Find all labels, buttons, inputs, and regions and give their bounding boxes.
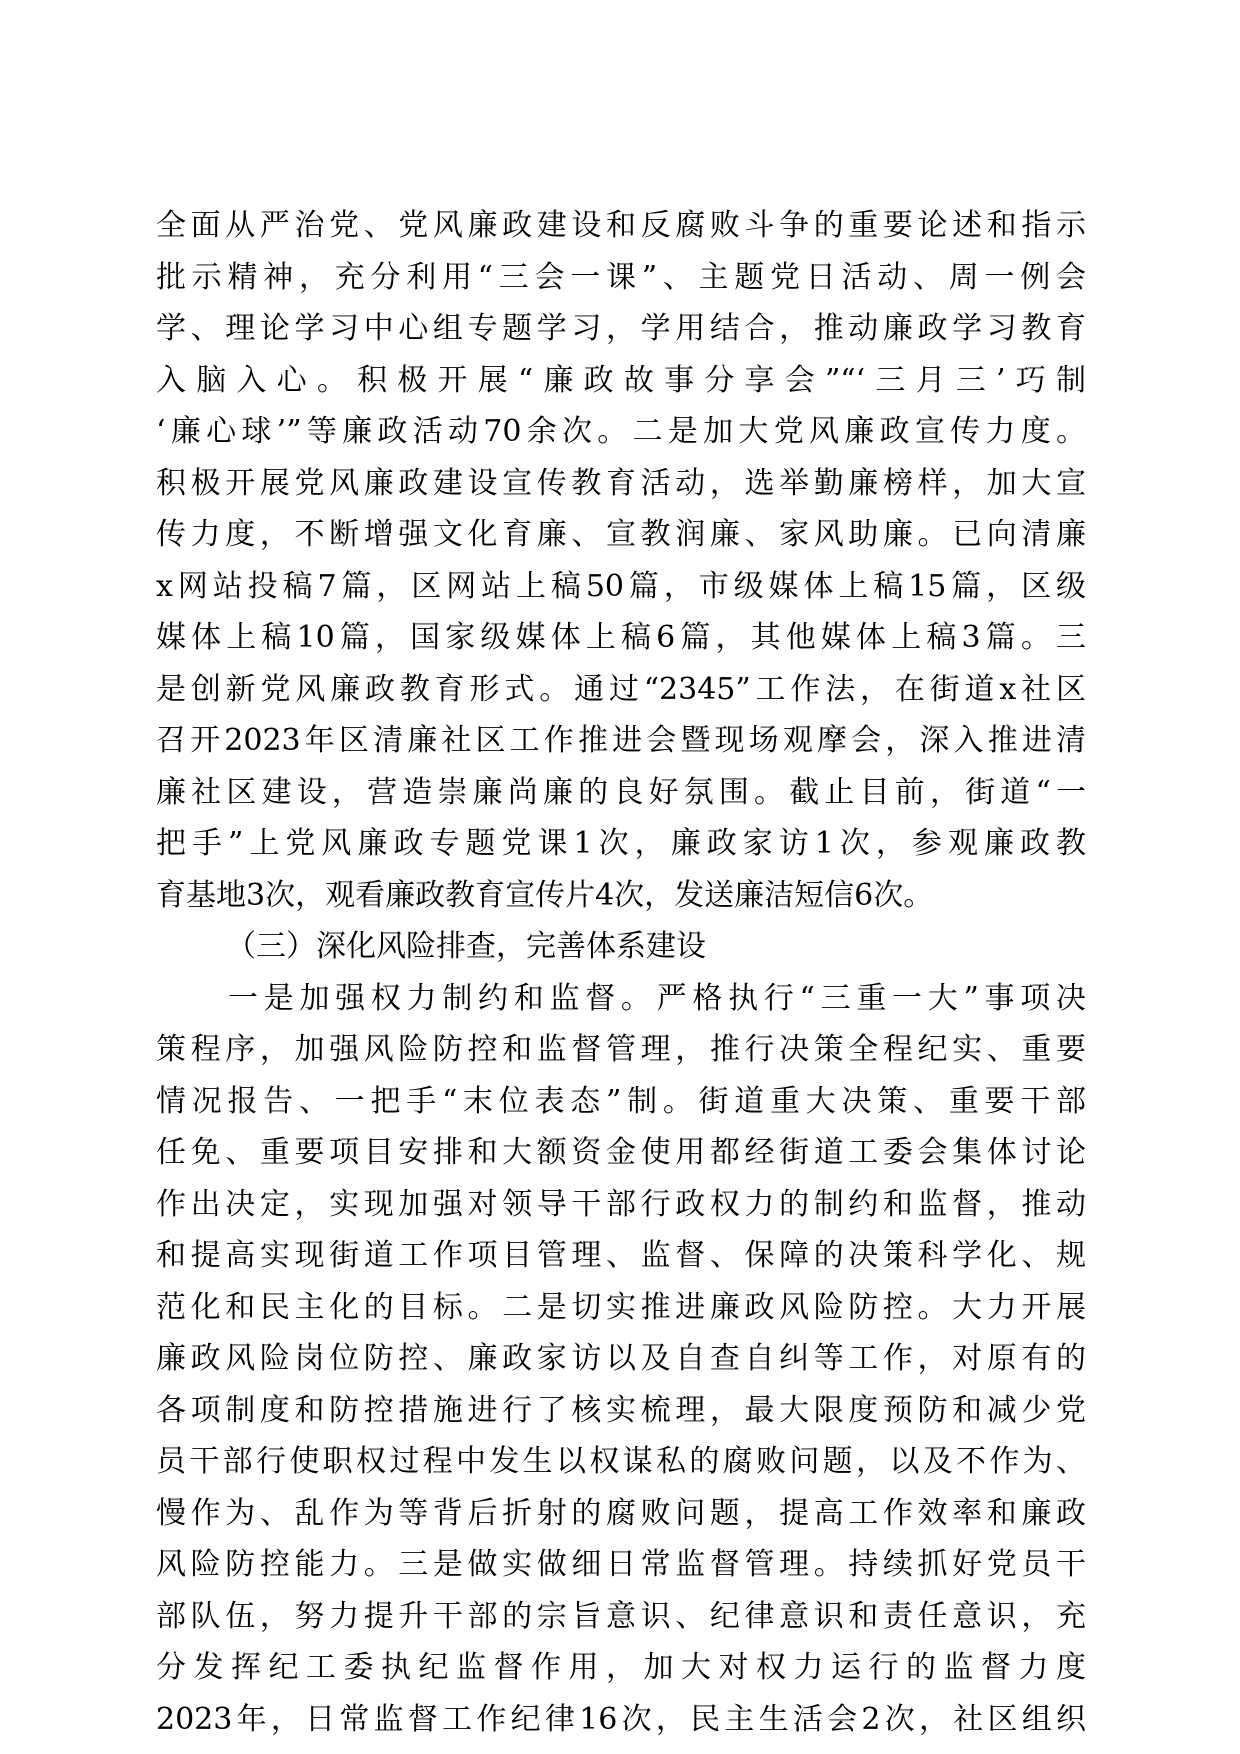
text-line: 范化和民主化的目标。二是切实推进廉政风险防控。大力开展 bbox=[156, 1289, 1086, 1325]
text-line: 是创新党风廉政教育形式。通过“2345”工作法，在街道x社区 bbox=[156, 671, 1086, 707]
document-page bbox=[156, 200, 1086, 1745]
text-line: 一是加强权力制约和监督。严格执行“三重一大”事项决 bbox=[228, 980, 1086, 1016]
text-line: 各项制度和防控措施进行了核实梳理，最大限度预防和减少党 bbox=[156, 1392, 1086, 1428]
text-line: 全面从严治党、党风廉政建设和反腐败斗争的重要论述和指示 bbox=[156, 208, 1086, 243]
text-line: 分发挥纪工委执纪监督作用，加大对权力运行的监督力度 bbox=[156, 1650, 1086, 1685]
text-line: 情况报告、一把手“末位表态”制。街道重大决策、重要干部 bbox=[156, 1083, 1086, 1119]
text-line: 策程序，加强风险防控和监督管理，推行决策全程纪实、重要 bbox=[156, 1032, 1086, 1067]
text-line: 媒体上稿10篇，国家级媒体上稿6篇，其他媒体上稿3篇。三 bbox=[156, 620, 1086, 655]
text-line: 作出决定，实现加强对领导干部行政权力的制约和监督，推动 bbox=[156, 1186, 1086, 1222]
text-line: 员干部行使职权过程中发生以权谋私的腐败问题，以及不作为、 bbox=[156, 1444, 1086, 1479]
section-heading: （三）深化风险排查，完善体系建设 bbox=[226, 929, 706, 964]
text-line: x网站投稿7篇，区网站上稿50篇，市级媒体上稿15篇，区级 bbox=[156, 568, 1086, 604]
text-line: 召开2023年区清廉社区工作推进会暨现场观摩会，深入推进清 bbox=[156, 723, 1086, 758]
text-line: 2023年，日常监督工作纪律16次，民主生活会2次，社区组织 bbox=[156, 1701, 1086, 1737]
text-line: 批示精神，充分利用“三会一课”、主题党日活动、周一例会 bbox=[156, 259, 1086, 295]
text-line: 廉社区建设，营造崇廉尚廉的良好氛围。截止目前，街道“一 bbox=[156, 774, 1086, 810]
text-line: 积极开展党风廉政建设宣传教育活动，选举勤廉榜样，加大宣 bbox=[156, 465, 1086, 501]
text-line: 入脑入心。积极开展“廉政故事分享会”“‘三月三’巧制 bbox=[156, 362, 1086, 398]
text-line: 风险防控能力。三是做实做细日常监督管理。持续抓好党员干 bbox=[156, 1547, 1086, 1582]
text-line: 传力度，不断增强文化育廉、宣教润廉、家风助廉。已向清廉 bbox=[156, 517, 1086, 552]
text-line: 和提高实现街道工作项目管理、监督、保障的决策科学化、规 bbox=[156, 1238, 1086, 1273]
text-line: ‘廉心球’”等廉政活动70余次。二是加大党风廉政宣传力度。 bbox=[156, 414, 1086, 449]
text-line: 部队伍，努力提升干部的宗旨意识、纪律意识和责任意识，充 bbox=[156, 1598, 1086, 1634]
text-line: 廉政风险岗位防控、廉政家访以及自查自纠等工作，对原有的 bbox=[156, 1341, 1086, 1376]
text-line: 慢作为、乱作为等背后折射的腐败问题，提高工作效率和廉政 bbox=[156, 1495, 1086, 1531]
text-line: 把手”上党风廉政专题党课1次，廉政家访1次，参观廉政教 bbox=[156, 826, 1086, 861]
text-line: 任免、重要项目安排和大额资金使用都经街道工委会集体讨论 bbox=[156, 1135, 1086, 1170]
text-line: 学、理论学习中心组专题学习，学用结合，推动廉政学习教育 bbox=[156, 311, 1086, 346]
text-line: 育基地3次，观看廉政教育宣传片4次，发送廉洁短信6次。 bbox=[156, 877, 934, 913]
